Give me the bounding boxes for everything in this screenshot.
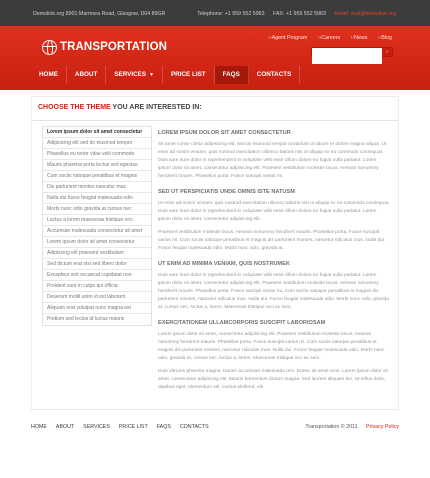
nav-price-list[interactable]: PRICE LIST	[163, 66, 215, 84]
theme-list	[42, 126, 152, 326]
section-paragraph: Sit amet conse ctetur adipisicing elit, sed do eiusmod tempor incididunt ut labore et dolore magna aliqua. Ut enim ad minim veniam, quis nostrud exercitation ullamco laboris nisi ut aliquip ex ea commodo consequat. Duis aute irure dolor in reprehenderit in voluptate velit esse cillum dolore eu fugiat nulla pariatur. Lorem ipsum dolor sit amet, consectetur adipisicing elit. Praesent vestibulum molestie lacus. Aenean nonummy hendrerit mauris. Phasellus porta. Fusce suscipit varius mi.	[158, 142, 387, 179]
toplink-blog[interactable]: ›› Blog	[378, 35, 392, 41]
section-paragraph: Duis ultricies pharetra magna. Donec accumsan malesuada orci. Donec sit amet eros. Lorem ipsum dolor sit amet, consectetur adipiscing elit. Mauris fermentum dictum magna. Sed laoreet aliquam leo. Ut tellus dolor, dapibus eget, elementum vel, cursus eleifend, elit.	[158, 369, 388, 390]
section-heading: LOREM IPSUM DOLOR SIT AMET CONSECTETUR	[158, 130, 291, 136]
logo-text: TRANSPORTATION	[60, 41, 168, 53]
footer-nav	[31, 424, 218, 430]
footer-right	[305, 424, 399, 430]
section-paragraph: Ut enim ad minim veniam, quis nostrud exercitation ullamco laboris nisi ut aliquip ex ea commodo consequat. Duis aute irure dolor in reprehenderit in voluptate velit esse cillum dolore eu fugiat nulla pariatur. Lorem ipsum dolor sit amet, consectetur adipisicing elit.	[158, 201, 390, 222]
theme-item[interactable]: Mauris pharetra porta lectus sed egestas	[43, 160, 151, 171]
telephone-text: Telephone: +1 959 552 5963	[197, 11, 265, 17]
top-links	[259, 35, 392, 41]
fax-text: FAX: +1 959 552 5963	[273, 11, 326, 17]
page-title-accent: CHOOSE THE THEME	[38, 104, 111, 111]
toplink-agent-program[interactable]: ›› Agent Program	[268, 35, 307, 41]
section-heading: UT ENIM AD MINIMA VENIAM, QUIS NOSTRUMEK	[158, 261, 290, 267]
page-title	[38, 104, 202, 111]
theme-item[interactable]: Phasellus eu tortor vitae velit commodo	[43, 149, 151, 160]
section-paragraph: Praesent vestibulum molestie lacus. Aenean nonummy hendrerit mauris. Phasellus porta. Fusce suscipit varius mi. Cum sociis natoque penatibus et magnis dis parturient montes, nascetur ridiculus mus. Nulla dui. Fusce feugiat malesuada odio. Morbi nunc odio, gravida at.	[158, 230, 386, 251]
theme-item[interactable]: Nulla dui fusce feugiat malesuada odio	[43, 193, 151, 204]
globe-icon	[42, 40, 57, 55]
page-title-rest: YOU ARE INTERESTED IN:	[110, 104, 202, 111]
top-info-bar	[0, 0, 430, 26]
theme-item[interactable]: Cum sociis natoque penatibus et magnis	[43, 171, 151, 182]
section-heading: SED UT PERSPICIATIS UNDE OMNIS ISTE NATUSM	[158, 189, 295, 195]
site-footer	[31, 422, 399, 434]
nav-faqs[interactable]: FAQS	[215, 66, 249, 84]
contact-info	[190, 11, 396, 17]
nav-home[interactable]: HOME	[31, 66, 67, 84]
footer-link-contacts[interactable]: CONTACTS	[179, 424, 209, 430]
company-address: Demolink.org 8901 Marmora Road, Glasgow, D04 89GR	[33, 11, 166, 17]
nav-contacts[interactable]: CONTACTS	[249, 66, 301, 84]
main-nav	[31, 66, 300, 84]
theme-item[interactable]: Excepteur sint occaecat cupidatat non	[43, 270, 151, 281]
nav-services-label: SERVICES	[114, 71, 147, 78]
footer-link-price-list[interactable]: PRICE LIST	[118, 424, 148, 430]
theme-item[interactable]: Aliquam erat volutpat nunc magna est	[43, 303, 151, 314]
theme-item[interactable]: Pretium sed lectus id luctus mauris	[47, 316, 125, 322]
search-button[interactable]	[382, 48, 392, 56]
theme-item[interactable]: Lorem ipsum dolor sit amet consectetur	[43, 237, 151, 248]
nav-about[interactable]: ABOUT	[67, 66, 106, 84]
email-link[interactable]: Email: mail@demolink.org	[334, 11, 396, 17]
theme-item[interactable]: Sed dictum erat nisi sed libero dolor	[43, 259, 151, 270]
footer-link-services[interactable]: SERVICES	[83, 424, 110, 430]
section-paragraph: Lorem ipsum dolor sit amet, consectetur adipisicing elit. Praesent vestibulum molestie lacus. Aenean nonummy hendrerit mauris. Phasellus porta. Fusce suscipit varius mi. Cum sociis natoque penatibus et magnis dis parturient montes, nascetur ridiculus mus. Nulla dui. Fusce feugiat malesuada odio. Morbi nunc odio, gravida at, cursus nec, luctus a, lorem. Maecenas tristique orci ac sem.	[158, 332, 385, 361]
theme-item[interactable]: Luctus a lorem maecenas tristique orci	[43, 215, 151, 226]
chevron-down-icon: ▼	[149, 72, 154, 78]
search-arrow-icon: ›	[386, 49, 388, 55]
theme-item[interactable]: Lorem ipsum dolor sit amet consectetur	[43, 127, 151, 138]
copyright-text: Transportation © 2011	[305, 424, 358, 430]
section-heading: EXERCITATIONEM ULLAMCORPORIS SUSCIPIT LABORIOSAM	[158, 320, 326, 326]
faq-content	[158, 126, 390, 397]
section-paragraph: Duis aute irure dolor in reprehenderit in voluptate velit esse cillum dolore eu fugiat nulla pariatur. Lorem ipsum dolor sit amet, consectetur adipisicing elit. Praesent vestibulum molestie lacus. Aenean nonummy hendrerit mauris. Phasellus porta. Fusce suscipit varius mi. Cum sociis natoque penatibus et magnis dis parturient montes, nascetur ridiculus mus. Nulla dui. Fusce feugiat malesuada odio. Morbi nunc odio, gravida at, cursus nec, luctus a, lorem. Maecenas tristique orci ac sem.	[158, 273, 389, 310]
privacy-policy-link[interactable]: Privacy Policy	[366, 424, 399, 430]
theme-item[interactable]: Adipiscing elit praesent vestibulum	[43, 248, 151, 259]
footer-link-home[interactable]: HOME	[31, 424, 47, 430]
site-logo[interactable]	[42, 39, 167, 55]
theme-item[interactable]: Morbi nunc odio gravida at cursus nec	[43, 204, 151, 215]
theme-item[interactable]: Adipisicing elit sed do eiusmod tempor	[43, 138, 151, 149]
toplink-careers[interactable]: ›› Careers	[318, 35, 340, 41]
search-input[interactable]	[312, 56, 382, 64]
content-panel	[31, 96, 399, 410]
theme-item[interactable]: Accumsan malesuada consectetur sit amet	[43, 226, 151, 237]
search-box	[311, 47, 393, 57]
theme-item[interactable]: Deserunt mollit anim id est laborum	[43, 292, 151, 303]
theme-item[interactable]: Dis parturient montes nascetur mus	[43, 182, 151, 193]
footer-link-about[interactable]: ABOUT	[55, 424, 75, 430]
footer-link-faqs[interactable]: FAQS	[156, 424, 171, 430]
toplink-news[interactable]: ›› News	[351, 35, 368, 41]
divider	[32, 120, 398, 121]
theme-item[interactable]: Proident sunt in culpa qui officia	[43, 281, 151, 292]
nav-services[interactable]	[106, 66, 163, 84]
